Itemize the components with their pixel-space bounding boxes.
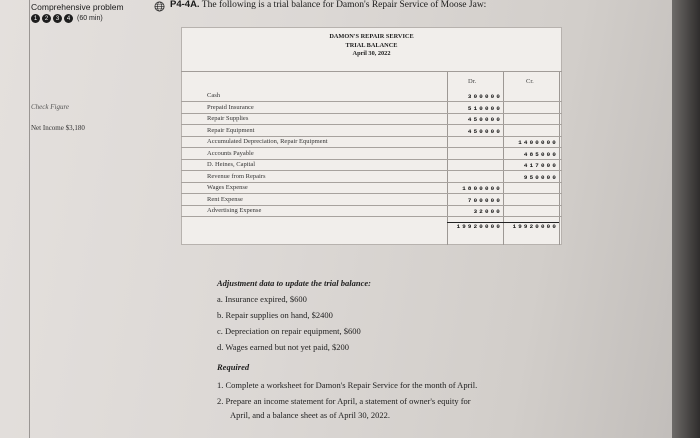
adjustments-heading: Adjustment data to update the trial balance: — [217, 278, 371, 288]
problem-text: The following is a trial balance for Damon's Repair Service of Moose Jaw: — [201, 0, 487, 10]
row-rule — [181, 124, 562, 125]
margin-rule — [29, 0, 30, 438]
account-name: Accounts Payable — [207, 149, 254, 157]
debit-column-header: Dr. — [468, 78, 477, 85]
account-name: Wages Expense — [207, 184, 248, 191]
debit-amount: 300000 — [467, 93, 502, 100]
credit-amount: 417000 — [523, 162, 558, 169]
company-name: DAMON'S REPAIR SERVICE — [329, 33, 414, 40]
row-rule — [181, 147, 562, 148]
row-rule — [181, 170, 562, 171]
problem-number: P4-4A. — [170, 0, 200, 10]
debit-amount: 510000 — [467, 104, 502, 112]
header-divider — [181, 71, 562, 72]
problem-heading — [170, 0, 486, 10]
row-rule — [181, 205, 562, 206]
statement-name: TRIAL BALANCE — [345, 41, 398, 49]
credit-amount: 1400000 — [518, 139, 558, 146]
difficulty-dot: 3 — [53, 14, 62, 23]
adjustment-item: c. Depreciation on repair equipment, $600 — [217, 326, 361, 336]
debit-amount: 700000 — [467, 196, 502, 204]
required-heading: Required — [217, 362, 250, 372]
account-name: Repair Equipment — [207, 126, 255, 134]
trial-balance-header — [181, 33, 562, 59]
difficulty-rating — [31, 14, 103, 23]
account-name: Accumulated Depreciation, Repair Equipment — [207, 138, 328, 145]
required-item: April, and a balance sheet as of April 30, 2022. — [230, 410, 391, 420]
sidebar-title: Comprehensive problem — [31, 2, 124, 12]
check-figure-label: Check Figure — [31, 103, 70, 111]
row-rule — [181, 101, 562, 102]
required-item: 1. Complete a worksheet for Damon's Repair Service for the month of April. — [217, 380, 478, 390]
net-income-figure: Net Income $3,180 — [31, 124, 85, 132]
row-rule — [181, 113, 562, 114]
adjustment-item: a. Insurance expired, $600 — [217, 294, 307, 304]
required-item: 2. Prepare an income statement for April, a statement of owner's equity for — [217, 396, 471, 406]
debit-amount: 32000 — [473, 208, 502, 215]
row-rule — [181, 216, 562, 217]
row-rule — [181, 193, 562, 194]
account-name: Revenue from Repairs — [207, 172, 266, 180]
debit-total: 19920000 — [456, 222, 502, 230]
difficulty-dot: 4 — [64, 14, 73, 23]
credit-column-header: Cr. — [526, 78, 534, 85]
account-name: Repair Supplies — [207, 115, 249, 122]
account-name: Cash — [207, 92, 220, 99]
page-edge-shadow — [672, 0, 700, 438]
globe-icon — [154, 1, 165, 12]
row-rule — [181, 182, 562, 183]
account-name: Prepaid Insurance — [207, 103, 254, 111]
adjustment-item: d. Wages earned but not yet paid, $200 — [217, 342, 350, 352]
account-name: Rent Expense — [207, 195, 243, 203]
time-estimate: (60 min) — [77, 15, 103, 22]
debit-amount: 450000 — [467, 116, 502, 123]
credit-amount: 950000 — [523, 173, 558, 181]
row-rule — [181, 159, 562, 160]
credit-amount: 485000 — [523, 150, 558, 158]
row-rule — [181, 136, 562, 137]
account-name: Advertising Expense — [207, 207, 262, 214]
difficulty-dot: 1 — [31, 14, 40, 23]
statement-date: April 30, 2022 — [352, 50, 391, 57]
credit-total: 19920000 — [512, 222, 558, 230]
account-name: D. Heines, Capital — [207, 161, 256, 168]
debit-amount: 450000 — [467, 127, 502, 135]
debit-amount: 1800000 — [462, 185, 502, 192]
adjustment-item: b. Repair supplies on hand, $2400 — [217, 310, 333, 320]
difficulty-dot: 2 — [42, 14, 51, 23]
